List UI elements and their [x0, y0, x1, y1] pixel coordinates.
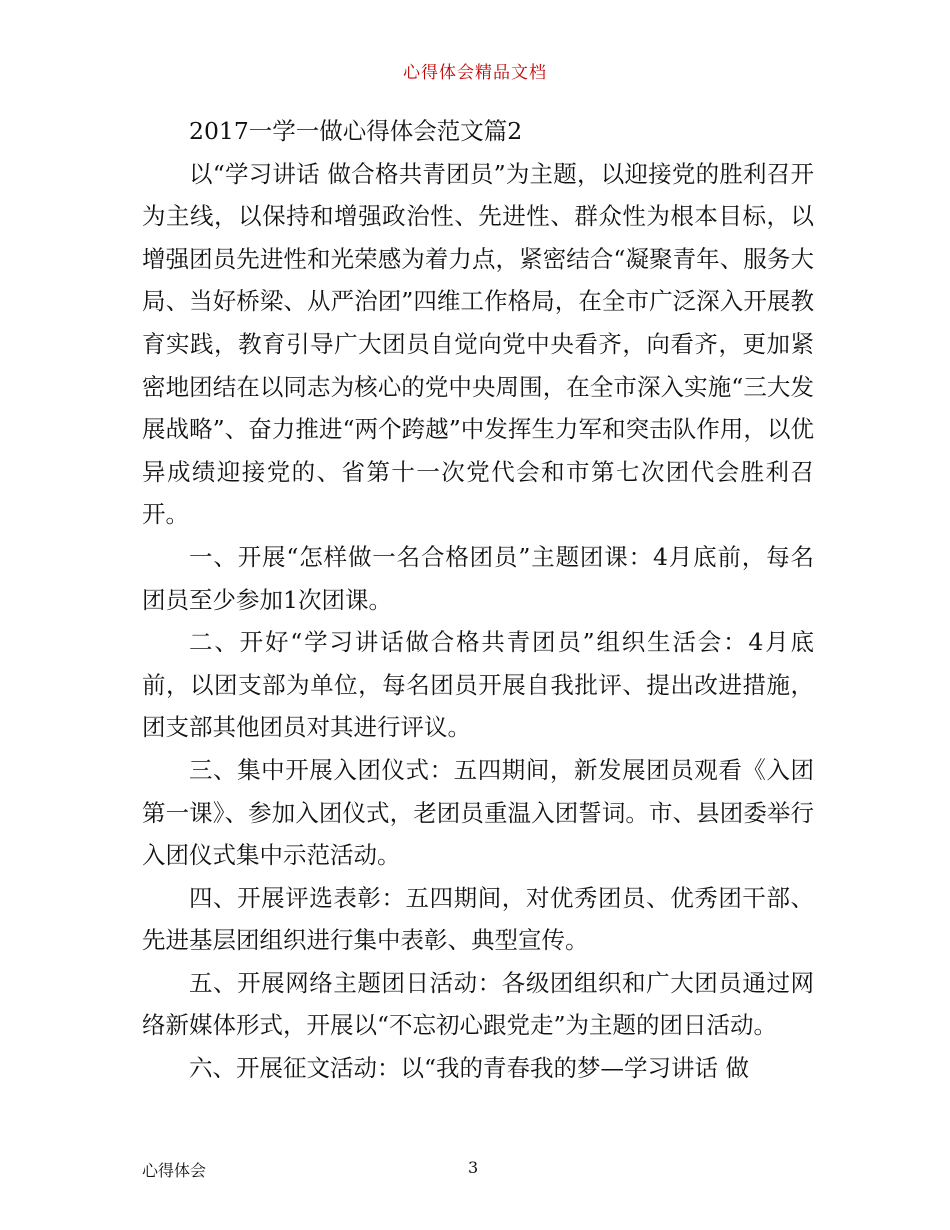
- paragraph-item-6: 六、开展征文活动：以“我的青春我的梦—学习讲话 做: [189, 1054, 749, 1083]
- page-number: 3: [468, 1158, 479, 1177]
- paragraph-item-3: 三、集中开展入团仪式：五四期间，新发展团员观看《入团第一课》、参加入团仪式，老团员重温入团誓词。市、县团委举行入团仪式集中示范活动。: [142, 755, 814, 870]
- header-title: 心得体会精品文档: [403, 63, 547, 83]
- paragraph-item-1: 一、开展“怎样做一名合格团员”主题团课：4月底前，每名团员至少参加1次团课。: [142, 542, 814, 614]
- paragraph-intro: 以“学习讲话 做合格共青团员”为主题，以迎接党的胜利召开为主线，以保持和增强政治性、先进性、群众性为根本目标，以增强团员先进性和光荣感为着力点，紧密结合“凝聚青年、服务大局、当好桥梁、从严治团”四维工作格局，在全市广泛深入开展教育实践，教育引导广大团员自觉向党中央看齐，向看齐，更加紧密地团结在以同志为核心的党中央周围，在全市深入实施“三大发展战略”、奋力推进“两个跨越”中发挥生力军和突击队作用，以优异成绩迎接党的、省第十一次党代会和市第七次团代会胜利召开。: [142, 159, 814, 529]
- footer-label: 心得体会: [142, 1161, 207, 1180]
- document-body: [142, 110, 814, 1090]
- paragraph-item-4: 四、开展评选表彰：五四期间，对优秀团员、优秀团干部、先进基层团组织进行集中表彰、典型宣传。: [142, 883, 814, 955]
- document-title-line: 2017一学一做心得体会范文篇2: [189, 117, 523, 145]
- paragraph-item-2: 二、开好“学习讲话做合格共青团员”组织生活会：4月底前，以团支部为单位，每名团员开展自我批评、提出改进措施，团支部其他团员对其进行评议。: [142, 628, 814, 742]
- paragraph-item-5: 五、开展网络主题团日活动：各级团组织和广大团员通过网络新媒体形式，开展以“不忘初心跟党走”为主题的团日活动。: [142, 968, 814, 1040]
